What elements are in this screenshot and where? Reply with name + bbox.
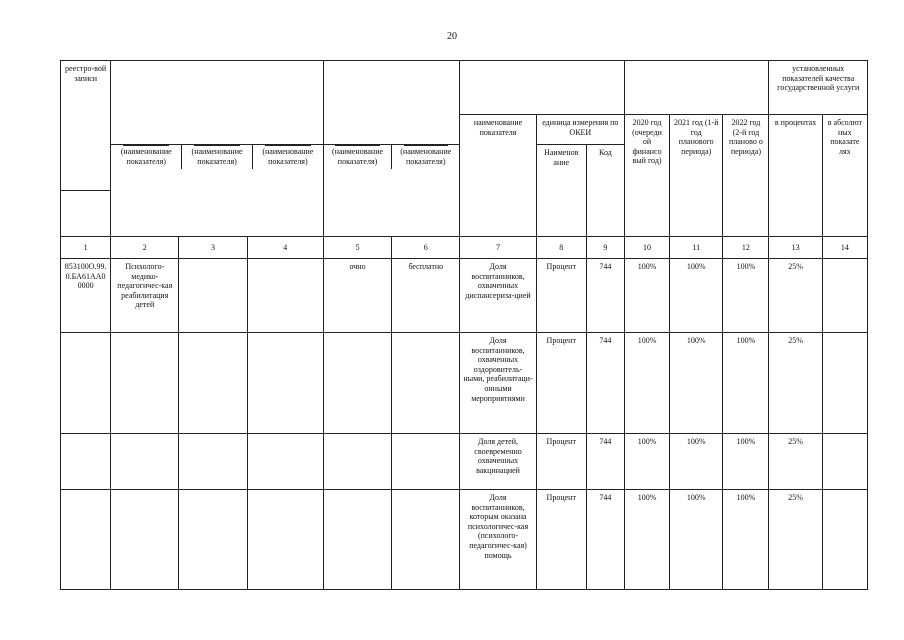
- content-cell: [179, 434, 247, 490]
- registry-header: реестро-вой записи: [61, 61, 111, 191]
- blank-underline: [335, 145, 379, 146]
- code-cell: 744: [586, 259, 624, 333]
- column-number: 7: [460, 237, 536, 259]
- blank-underline: [265, 145, 311, 146]
- service-quality-table: [60, 60, 868, 590]
- table-row: [61, 259, 868, 333]
- column-number: 4: [247, 237, 323, 259]
- column-number: 2: [111, 237, 179, 259]
- column-number: 13: [769, 237, 822, 259]
- payment-cell: бесплатно: [392, 259, 460, 333]
- column-number: 5: [323, 237, 391, 259]
- unit-cell: Процент: [536, 434, 586, 490]
- blank-underline: [404, 145, 448, 146]
- content-header-blank: [111, 61, 324, 145]
- blank-underline: [194, 145, 240, 146]
- content-cell: [111, 333, 179, 434]
- column-number: 12: [723, 237, 769, 259]
- percent-cell: 25%: [769, 259, 822, 333]
- indicator-placeholder: (наименование показателя): [120, 147, 172, 166]
- indicator-placeholder: (наименование показателя): [400, 147, 452, 166]
- value-2021-cell: 100%: [670, 434, 723, 490]
- unit-code-header: Код: [586, 145, 624, 237]
- value-2021-cell: 100%: [670, 259, 723, 333]
- form-cell: [323, 490, 391, 590]
- column-number: 6: [392, 237, 460, 259]
- in-absolute-header: в абсолют ных показате лях: [822, 115, 867, 237]
- in-percent-header: в процентах: [769, 115, 822, 237]
- content-cell: [247, 434, 323, 490]
- value-2020-cell: 100%: [624, 434, 669, 490]
- payment-cell: [392, 434, 460, 490]
- form-cell: очно: [323, 259, 391, 333]
- unit-cell: Процент: [536, 490, 586, 590]
- indicator-cell: Доля воспитанников, охваченных диспансериза-цией: [460, 259, 536, 333]
- absolute-cell: [822, 333, 867, 434]
- content-cell: Психолого-медико-педагогичес-кая реабилитация детей: [111, 259, 179, 333]
- registry-cell: [61, 333, 111, 434]
- registry-header-continued: [61, 191, 111, 237]
- content-cell: [179, 259, 247, 333]
- content-cell: [247, 259, 323, 333]
- indicator-cell: Доля воспитанников, охваченных оздоровитель-ными, реабилитаци-онными мероприятиями: [460, 333, 536, 434]
- indicator-cell: Доля детей, своевременно охваченных вакцинацией: [460, 434, 536, 490]
- content-cell: [247, 490, 323, 590]
- absolute-cell: [822, 490, 867, 590]
- conditions-placeholder-row-blank: [323, 145, 459, 237]
- payment-cell: [392, 333, 460, 434]
- value-2021-cell: 100%: [670, 333, 723, 434]
- registry-cell: [61, 434, 111, 490]
- percent-cell: 25%: [769, 434, 822, 490]
- value-2022-cell: 100%: [723, 333, 769, 434]
- percent-cell: 25%: [769, 490, 822, 590]
- code-cell: 744: [586, 333, 624, 434]
- absolute-cell: [822, 259, 867, 333]
- content-placeholder-row-blank: [111, 145, 324, 237]
- indicator-placeholder: (наименование показателя): [262, 147, 314, 166]
- value-2020-cell: 100%: [624, 333, 669, 434]
- conditions-header-blank: [323, 61, 459, 145]
- year-2022-header: 2022 год (2-й год планово о периода): [723, 115, 769, 237]
- indicator-placeholder: (наименование показателя): [332, 147, 384, 166]
- blank-underline: [123, 145, 169, 146]
- form-cell: [323, 333, 391, 434]
- code-cell: 744: [586, 490, 624, 590]
- content-cell: [247, 333, 323, 434]
- value-2022-cell: 100%: [723, 259, 769, 333]
- table-row: [61, 333, 868, 434]
- year-2021-header: 2021 год (1-й год планового периода): [670, 115, 723, 237]
- content-cell: [179, 333, 247, 434]
- unit-cell: Процент: [536, 333, 586, 434]
- indicator-cell: Доля воспитанников, которым оказана психологичес-кая (психолого-педагогичес-кая) помощь: [460, 490, 536, 590]
- form-cell: [323, 434, 391, 490]
- code-cell: 744: [586, 434, 624, 490]
- values-group-header-blank: [624, 61, 769, 115]
- page-number: 20: [447, 31, 457, 42]
- column-number: 8: [536, 237, 586, 259]
- indicator-name-header: наименование показателя: [460, 115, 536, 237]
- content-cell: [111, 434, 179, 490]
- value-2022-cell: 100%: [723, 434, 769, 490]
- column-number: 9: [586, 237, 624, 259]
- column-number: 1: [61, 237, 111, 259]
- unit-cell: Процент: [536, 259, 586, 333]
- column-number: 3: [179, 237, 247, 259]
- value-2021-cell: 100%: [670, 490, 723, 590]
- column-number: 11: [670, 237, 723, 259]
- year-2020-header: 2020 год (очереди ой финансо вый год): [624, 115, 669, 237]
- indicator-placeholder: (наименование показателя): [191, 147, 243, 166]
- indicator-group-header-blank: [460, 61, 625, 115]
- registry-cell: [61, 490, 111, 590]
- column-number: 14: [822, 237, 867, 259]
- column-number: 10: [624, 237, 669, 259]
- quality-deviation-header: установленных показателей качества государственной услуги: [769, 61, 868, 115]
- registry-cell: 853100О.99.0.БА61АА00000: [61, 259, 111, 333]
- percent-cell: 25%: [769, 333, 822, 434]
- payment-cell: [392, 490, 460, 590]
- content-cell: [179, 490, 247, 590]
- value-2022-cell: 100%: [723, 490, 769, 590]
- unit-okei-header: единица измерения по ОКЕИ: [536, 115, 624, 145]
- table-row: [61, 434, 868, 490]
- absolute-cell: [822, 434, 867, 490]
- value-2020-cell: 100%: [624, 259, 669, 333]
- content-cell: [111, 490, 179, 590]
- value-2020-cell: 100%: [624, 490, 669, 590]
- unit-name-header: Наименов ание: [536, 145, 586, 237]
- table-row: [61, 490, 868, 590]
